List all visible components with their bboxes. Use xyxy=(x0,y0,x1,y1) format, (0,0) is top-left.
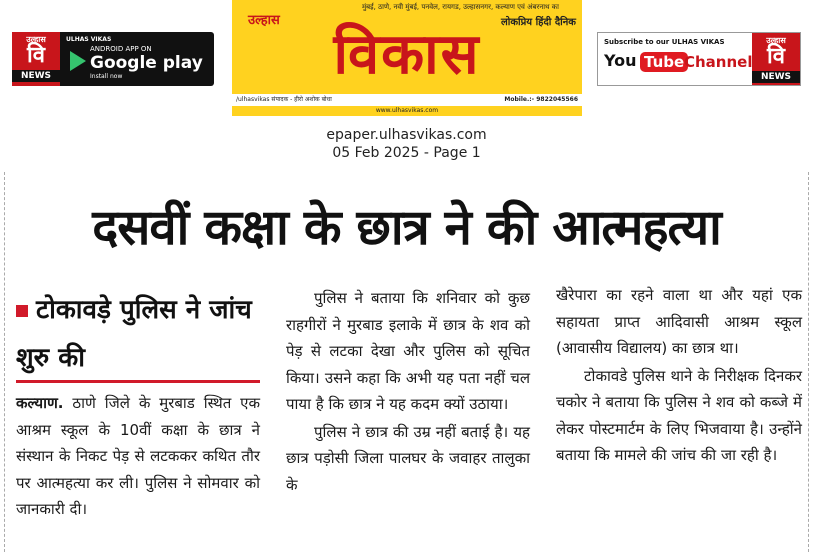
youtube-channel: Channel xyxy=(684,53,753,71)
paragraph: पुलिस ने छात्र की उम्र नहीं बताई है। यह छात्र पड़ोसी जिला पालघर के जवाहर तालुका के xyxy=(286,422,530,494)
masthead-cities: मुंबई, ठाणे, नवी मुंबई, पनवेल, रायगड, उल्हासनगर, कल्याण एवं अंबरनाथ का xyxy=(362,3,559,11)
android-app-badge[interactable] xyxy=(12,32,214,86)
ulhas-news-logo-right: उल्हास वि NEWS xyxy=(752,33,800,85)
masthead-tagline: लोकप्रिय हिंदी दैनिक xyxy=(500,17,576,28)
epaper-info xyxy=(0,126,813,162)
epaper-date-page: 05 Feb 2025 - Page 1 xyxy=(332,145,481,161)
youtube-channel-badge[interactable] xyxy=(597,32,801,86)
paragraph: टोकावडे पुलिस थाने के निरीक्षक दिनकर चकोर ने बताया कि पुलिस ने शव को कब्जे में लेकर पोस्टमार्टम के लिए भिजवाया है। उन्होंने बताया कि मामले की जांच की जा रही है। xyxy=(556,366,802,464)
youtube-you: You xyxy=(604,51,637,70)
masthead xyxy=(232,0,582,116)
masthead-website[interactable]: www.ulhasvikas.com xyxy=(375,107,439,114)
epaper-site[interactable]: epaper.ulhasvikas.com xyxy=(326,127,487,143)
subscribe-text: Subscribe to our ULHAS VIKAS xyxy=(604,38,725,46)
article-subheadline: टोकावड़े पुलिस ने जांच शुरु की xyxy=(16,295,252,373)
newspaper-header xyxy=(0,0,813,118)
subheadline-rule xyxy=(16,380,260,383)
article-headline: दसवीं कक्षा के छात्र ने की आत्महत्या xyxy=(92,199,721,256)
article-column-3 xyxy=(556,282,802,469)
paragraph: कल्याण. ठाणे जिले के मुरबाड स्थित एक आश्रम स्कूल के 10वीं कक्षा के छात्र ने संस्थान के निकट पेड़ से लटककर कथित तौर पर आत्महत्या कर ली। पुलिस ने सोमवार को जानकारी दी। xyxy=(16,394,260,518)
paragraph: पुलिस ने बताया कि शनिवार को कुछ राहगीरों ने मुरबाड इलाके में छात्र के शव को पेड़ से लटका देखा और पुलिस को सूचित किया। उसने कहा कि अभी यह पता नहीं चल पाया है कि छात्र ने यह कदम क्यों उठाया। xyxy=(286,289,530,413)
paragraph: खैरेपारा का रहने वाला था और यहां एक सहायता प्राप्त आदिवासी आश्रम स्कूल (आवासीय विद्यालय) का छात्र था। xyxy=(556,286,802,357)
dateline: कल्याण. xyxy=(16,394,64,412)
masthead-title: विकास xyxy=(333,22,481,87)
ulhas-news-logo: उल्हास वि NEWS xyxy=(12,32,60,86)
article-column-2 xyxy=(286,285,530,498)
youtube-tube: Tube xyxy=(640,52,688,72)
editor-line: /ulhasvikas संपादक - हीरो अशोक बोधा xyxy=(236,96,332,103)
mobile-number: Mobile.:- 9822045566 xyxy=(504,96,578,103)
masthead-info-bar xyxy=(232,94,582,106)
red-square-icon xyxy=(16,305,28,317)
app-store-text: ULHAS VIKAS ANDROID APP ON Google play Install now xyxy=(66,36,203,80)
article-column-1 xyxy=(16,390,260,523)
masthead-ulhas: उल्हास xyxy=(248,13,280,28)
